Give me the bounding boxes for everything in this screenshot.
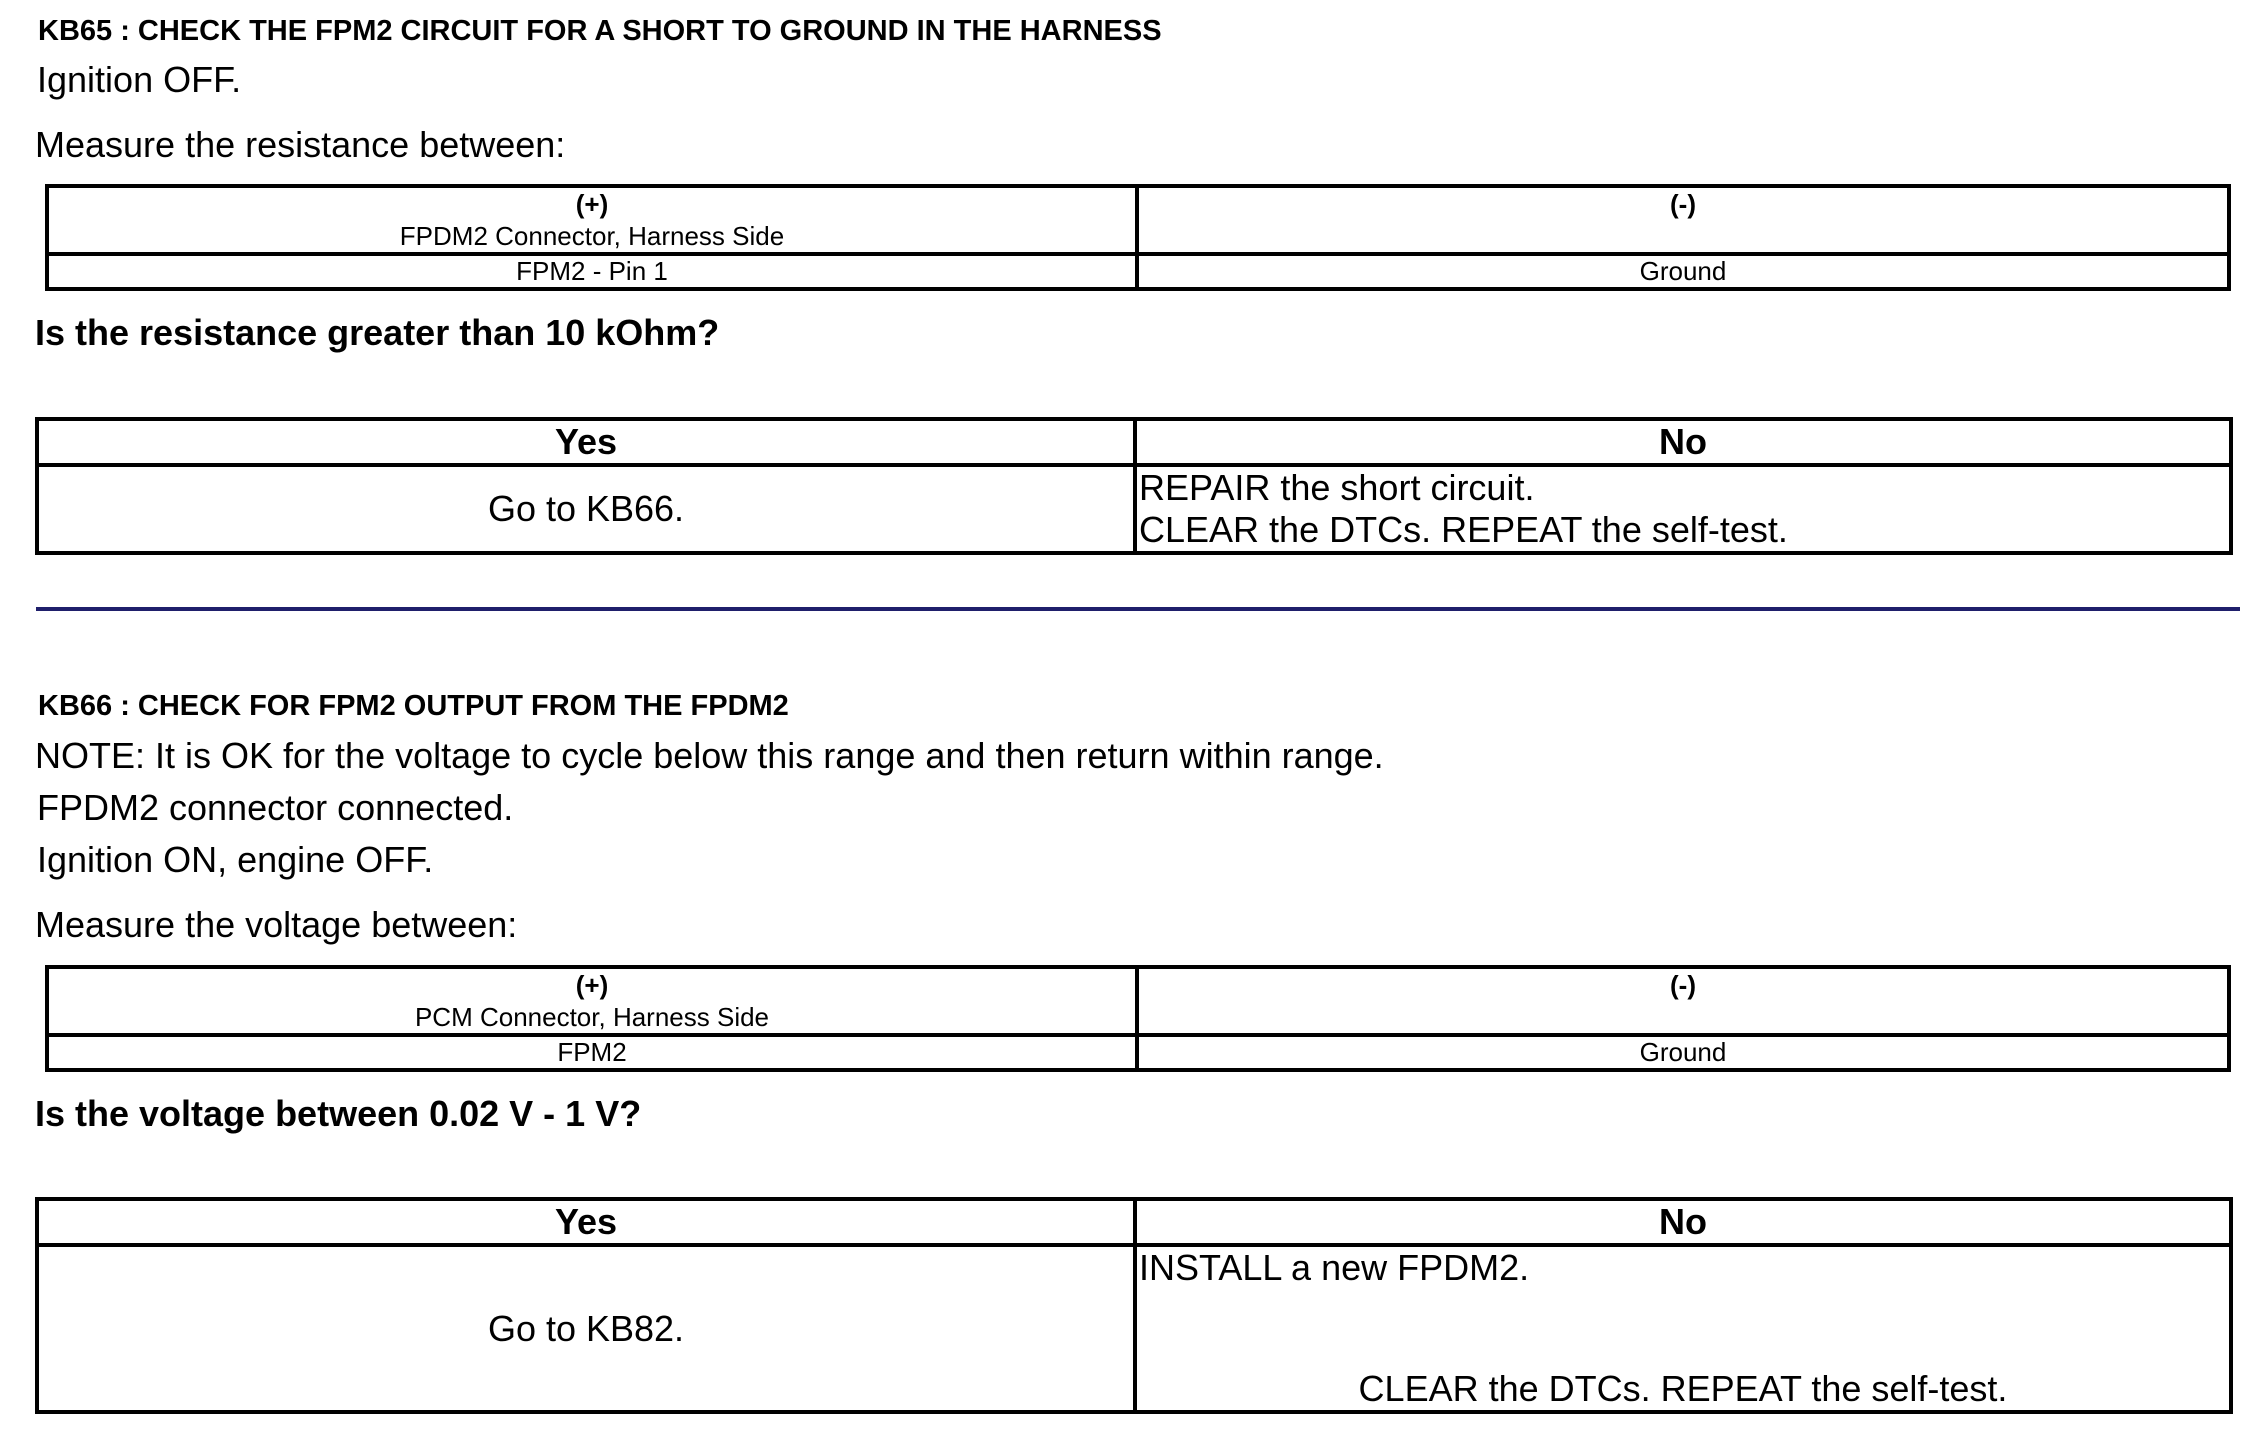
kb66-plus-symbol: (+): [575, 970, 609, 1000]
kb66-title: KB66 : CHECK FOR FPM2 OUTPUT FROM THE FPDM2: [38, 690, 789, 722]
kb65-plus-symbol: (+): [575, 189, 609, 219]
kb66-no-line-2: CLEAR the DTCs. REPEAT the self-test.: [1358, 1368, 2008, 1409]
kb66-measure-label: Measure the voltage between:: [35, 904, 518, 945]
kb66-step-ignition: Ignition ON, engine OFF.: [37, 839, 434, 880]
kb66-plus-value: FPM2: [47, 1035, 1137, 1070]
kb66-yes-text[interactable]: Go to KB82.: [487, 1307, 685, 1349]
kb66-plus-label: PCM Connector, Harness Side: [414, 1002, 770, 1032]
kb65-minus-header-cell: [1137, 186, 2229, 254]
kb66-step-connector: FPDM2 connector connected.: [37, 787, 514, 828]
kb65-plus-label: FPDM2 Connector, Harness Side: [399, 221, 785, 251]
kb66-minus-symbol: (-): [1670, 970, 1696, 1000]
kb65-no-line-2: CLEAR the DTCs. REPEAT the self-test.: [1139, 509, 1788, 550]
kb65-no-action: [1135, 465, 2231, 553]
kb65-step-ignition: Ignition OFF.: [37, 59, 242, 100]
kb66-measurement-table: [45, 965, 2231, 1072]
kb65-yes-text[interactable]: Go to KB66.: [487, 488, 685, 529]
kb65-title: KB65 : CHECK THE FPM2 CIRCUIT FOR A SHORT TO GROUND IN THE HARNESS: [38, 15, 1162, 47]
kb66-question: Is the voltage between 0.02 V - 1 V?: [35, 1093, 642, 1134]
kb65-question: Is the resistance greater than 10 kOhm?: [35, 312, 720, 353]
kb65-minus-symbol: (-): [1670, 189, 1696, 219]
kb66-step-note: NOTE: It is OK for the voltage to cycle below this range and then return within range.: [35, 735, 1384, 776]
kb65-minus-value: Ground: [1137, 254, 2229, 289]
kb65-no-line-1: REPAIR the short circuit.: [1139, 467, 1535, 508]
kb66-yes-header: Yes: [37, 1199, 1135, 1245]
kb65-measure-label: Measure the resistance between:: [35, 124, 566, 165]
kb65-yes-header: Yes: [37, 419, 1135, 465]
kb66-no-line-1: INSTALL a new FPDM2.: [1139, 1247, 1530, 1288]
kb66-minus-value: Ground: [1137, 1035, 2229, 1070]
kb65-yes-action[interactable]: [37, 465, 1135, 553]
kb66-plus-header-cell: [47, 967, 1137, 1035]
kb66-answer-table: [35, 1197, 2233, 1414]
kb66-minus-header-cell: [1137, 967, 2229, 1035]
kb65-plus-header-cell: [47, 186, 1137, 254]
kb65-no-header: No: [1135, 419, 2231, 465]
section-divider: [36, 607, 2240, 611]
kb66-yes-action[interactable]: [37, 1245, 1135, 1412]
kb65-answer-table: [35, 417, 2233, 555]
kb66-no-action: [1135, 1245, 2231, 1412]
kb65-measurement-table: [45, 184, 2231, 291]
kb66-no-header: No: [1135, 1199, 2231, 1245]
kb65-plus-value: FPM2 - Pin 1: [47, 254, 1137, 289]
